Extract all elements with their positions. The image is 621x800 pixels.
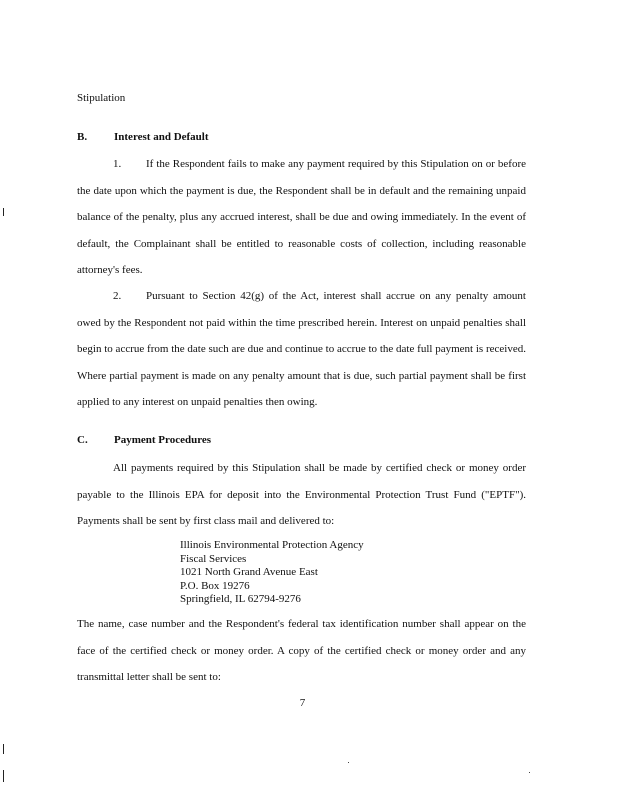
mailing-address <box>180 539 364 607</box>
scan-speck <box>529 772 530 773</box>
scan-margin-mark <box>3 744 4 754</box>
paragraph-text: Pursuant to Section 42(g) of the Act, interest shall accrue on any penalty amount owed by the Respondent not paid within the time prescribed herein. Interest on unpaid penalties shall begin to accrue from the date such are due and continue to accrue to the date full payment is received. Where partial payment is made on any penalty amount that is due, such partial payment shall be first applied to any interest on unpaid penalties then owing. <box>77 290 526 408</box>
paragraph-number: 2. <box>113 290 122 302</box>
section-c-paragraph-1 <box>77 455 526 535</box>
paragraph-text: If the Respondent fails to make any payment required by this Stipulation on or before the date upon which the payment is due, the Respondent shall be in default and the remaining unpaid balance of the penalty, plus any accrued interest, shall be due and owing immediately. In the event of default, the Complainant shall be entitled to reasonable costs of collection, including reasonable attorney's fees. <box>77 158 526 276</box>
address-line: 1021 North Grand Avenue East <box>180 566 318 578</box>
paragraph-text: All payments required by this Stipulation shall be made by certified check or money order payable to the Illinois EPA for deposit into the Environmental Protection Trust Fund ("EPTF"). Payments shall be sent by first class mail and delivered to: <box>77 462 526 527</box>
paragraph-number: 1. <box>113 158 122 170</box>
scan-speck <box>348 762 349 763</box>
page-number: 7 <box>299 697 306 709</box>
section-b-number: B. <box>77 131 88 143</box>
address-line: P.O. Box 19276 <box>180 579 250 592</box>
address-line: Fiscal Services <box>180 552 247 565</box>
scan-margin-mark <box>3 770 4 782</box>
section-c-paragraph-2 <box>77 611 526 691</box>
address-line: Springfield, IL 62794-9276 <box>180 593 301 605</box>
section-c-heading <box>77 434 211 446</box>
scan-margin-mark <box>3 208 4 216</box>
section-c-title: Payment Procedures <box>114 434 212 446</box>
paragraph-text: The name, case number and the Respondent's federal tax identification number shall appear on the face of the certified check or money order. A copy of the certified check or money order and any transmittal letter shall be sent to: <box>77 618 526 683</box>
section-b-paragraph-2 <box>77 283 526 416</box>
document-header: Stipulation <box>77 92 126 104</box>
section-c-number: C. <box>77 434 88 446</box>
section-b-paragraph-1 <box>77 151 526 284</box>
section-b-heading <box>77 131 209 143</box>
section-b-title: Interest and Default <box>114 131 209 143</box>
address-line: Illinois Environmental Protection Agency <box>180 539 364 551</box>
